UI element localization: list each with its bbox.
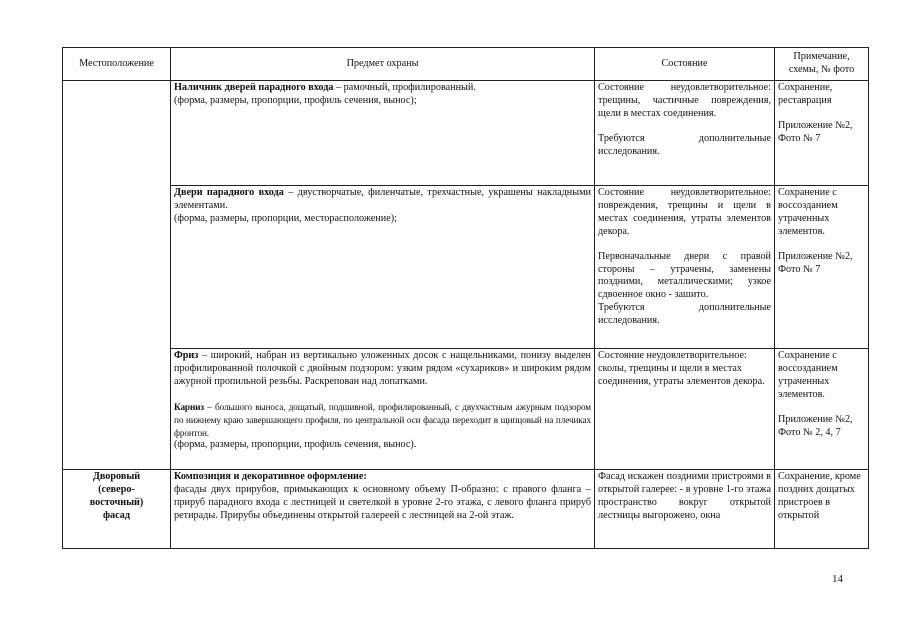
cornice-title: Карниз [174, 401, 204, 412]
page-number: 14 [832, 573, 843, 585]
subject-cell [171, 470, 595, 549]
location-cell [63, 470, 171, 549]
subject-desc: – двустворчатые, филенчатые, трехчастные, украшены накладными элементами. [174, 187, 591, 211]
condition-research: Требуются дополнительные исследования. [598, 132, 771, 157]
frieze-text [174, 350, 591, 389]
condition-cell [595, 349, 775, 470]
header-note-line1: Примечание, [793, 51, 850, 63]
subject-cell [171, 186, 595, 349]
location-line2: (северо- [98, 483, 135, 495]
note-cell [775, 186, 869, 349]
note-appendix: Приложение №2, Фото № 7 [778, 119, 853, 144]
note-text: Сохранение, кроме поздних дощатых пристроев в открытой [778, 471, 861, 521]
table-row [63, 470, 869, 549]
location-line4: фасад [102, 509, 131, 521]
location-line1: Дворовый [92, 471, 141, 482]
frieze-desc: – широкий, набран из вертикально уложенных досок с нащельниками, понизу выделен профилированной полочкой с двойным подзором: узким рядом «сухариков» и широким рядом ажурной пропильной резьбы. Раскрепован над лопатками. [174, 350, 591, 387]
table-row [63, 186, 869, 349]
header-location: Местоположение [63, 48, 171, 81]
subject-title-text: Композиция и декоративное оформление: [174, 471, 367, 482]
note-cell [775, 470, 869, 549]
note-action: Сохранение, реставрация [778, 82, 833, 106]
location-cell-empty [63, 81, 171, 470]
note-action: Сохранение с воссозданием утраченных элементов. [778, 187, 838, 237]
note-appendix: Приложение №2, Фото № 2, 4, 7 [778, 413, 853, 438]
table-row [63, 349, 869, 470]
cornice-desc: – большого выноса, дощатый, подшивной, профилированный, с двухчастным ажурным подзором по нижнему краю завершающего профиля, по центральной оси фасада переходит в щипцовый на плечиках фронтон. [174, 401, 591, 438]
protection-table [62, 47, 869, 549]
subject-desc: – рамочный, профилированный. [333, 82, 476, 93]
header-subject: Предмет охраны [171, 48, 595, 81]
condition-research: Требуются дополнительные исследования. [598, 302, 771, 327]
subject-title: Двери парадного входа [174, 187, 284, 198]
header-note-line2: схемы, № фото [788, 64, 855, 75]
note-cell [775, 81, 869, 186]
subject-attributes: (форма, размеры, пропорции, профиль сечения, вынос). [174, 439, 417, 451]
subject-attributes: (форма, размеры, пропорции, профиль сечения, вынос); [174, 94, 417, 106]
location-line3: восточный) [89, 496, 144, 508]
note-cell [775, 349, 869, 470]
table-row [63, 81, 869, 186]
subject-line [174, 187, 591, 213]
subject-cell [171, 349, 595, 470]
header-condition: Состояние [595, 48, 775, 81]
header-note [775, 48, 869, 81]
condition-text: Фасад искажен поздними пристроями в открытой галерее: - в уровне 1-го этажа пространство вокруг открытой лестницы выгорожено, окна [598, 471, 771, 521]
subject-cell [171, 81, 595, 186]
condition-text: Состояние неудовлетворительное: трещины, частичные повреждения, щели в местах соединения. [598, 82, 771, 119]
condition-text: Состояние неудовлетворительное: повреждения, трещины и щели в местах соединения, утраты элементов декора. [598, 187, 771, 237]
subject-desc: фасады двух прирубов, примыкающих к основному объему П-образно: с правого фланга – прируб парадного входа с лестницей и светелкой в уровне 2-го этажа, с левого фланга прируб ретирады. Прирубы объединены открытой галереей с лестницей на 2-ой этаж. [174, 483, 591, 521]
frieze-title: Фриз [174, 350, 199, 361]
cornice-text [174, 401, 591, 440]
subject-title [174, 471, 591, 484]
note-appendix: Приложение №2, Фото № 7 [778, 250, 853, 275]
condition-cell [595, 470, 775, 549]
condition-cell [595, 81, 775, 186]
condition-text: Состояние неудовлетворительное: сколы, трещины и щели в местах соединения, утраты элементов декора. [598, 350, 765, 387]
condition-cell [595, 186, 775, 349]
table-header-row [63, 48, 869, 81]
condition-replacement: Первоначальные двери с правой стороны – утрачены, заменены поздними, металлическими; узкое сдвоенное окно - зашито. [598, 250, 771, 301]
note-action: Сохранение с воссозданием утраченных элементов. [778, 350, 838, 400]
subject-attributes: (форма, размеры, пропорции, месторасположение); [174, 212, 397, 224]
subject-line [174, 82, 591, 95]
subject-title: Наличник дверей парадного входа [174, 82, 334, 93]
